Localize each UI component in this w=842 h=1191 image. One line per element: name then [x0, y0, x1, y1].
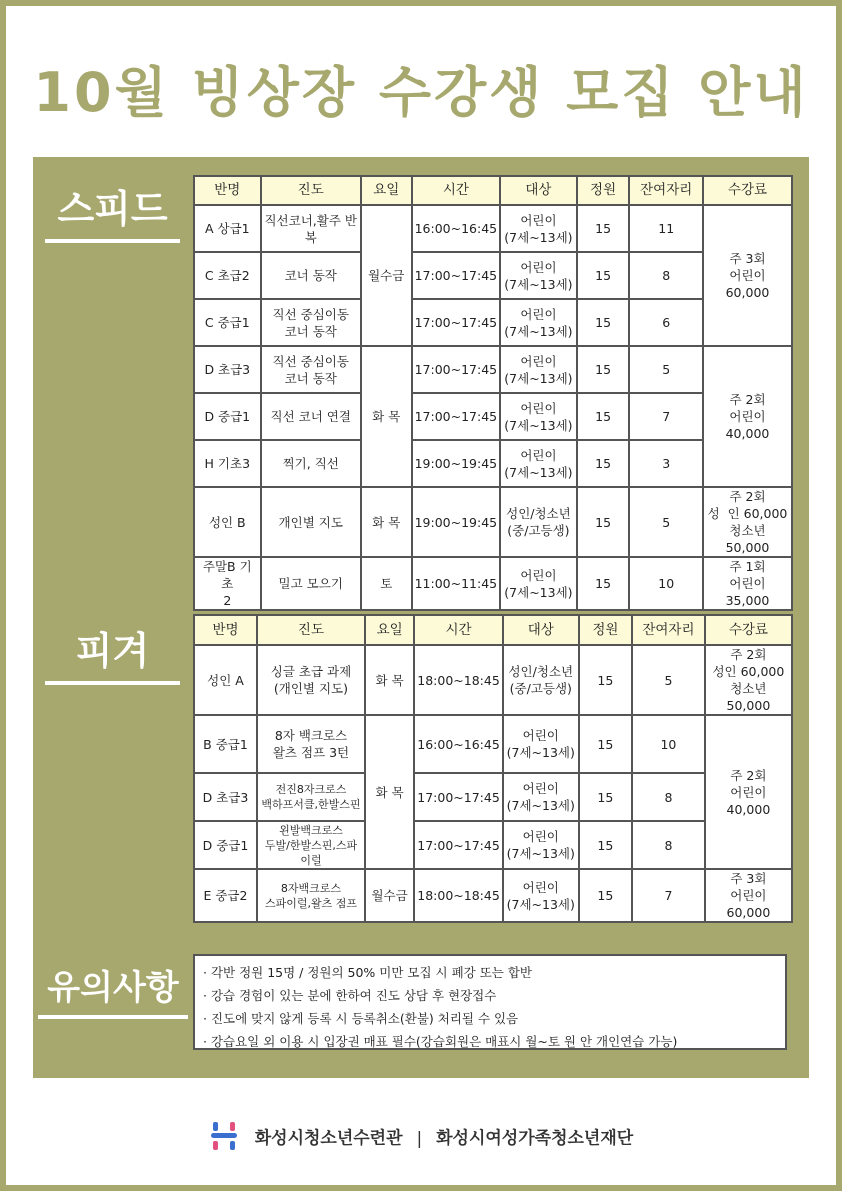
capacity-cell: 15	[577, 487, 630, 557]
target-cell: 어린이 (7세~13세)	[500, 252, 577, 299]
note-item: · 각반 정원 15명 / 정원의 50% 미만 모집 시 폐강 또는 합반	[203, 965, 532, 980]
section-label-notes	[38, 960, 188, 1019]
fee-cell: 주 2회 어린이 40,000	[705, 715, 792, 869]
day-cell: 화 목	[361, 346, 412, 487]
remaining-cell: 10	[632, 715, 705, 773]
class-name: A 상급1	[194, 205, 261, 252]
header-cell: 대상	[500, 176, 577, 205]
capacity-cell: 15	[577, 299, 630, 346]
table-row	[194, 821, 792, 869]
time-cell: 16:00~16:45	[414, 715, 503, 773]
class-name: D 초급3	[194, 346, 261, 393]
progress-cell: 개인별 지도	[261, 487, 361, 557]
progress-cell: 8자 백크로스 왈츠 점프 3턴	[257, 715, 365, 773]
header-cell: 시간	[414, 615, 503, 645]
progress-cell: 밀고 모으기	[261, 557, 361, 610]
figure-label-underline	[45, 681, 180, 685]
fee-cell: 주 1회 어린이 35,000	[703, 557, 792, 610]
class-name: 성인 A	[194, 645, 257, 715]
figure-table	[193, 614, 793, 923]
progress-cell: 직선 코너 연결	[261, 393, 361, 440]
table-row	[194, 487, 792, 557]
header-cell: 요일	[361, 176, 412, 205]
time-cell: 17:00~17:45	[412, 346, 501, 393]
day-cell: 토	[361, 557, 412, 610]
time-cell: 17:00~17:45	[414, 821, 503, 869]
table-row	[194, 557, 792, 610]
table-row	[194, 299, 792, 346]
table-row	[194, 773, 792, 821]
time-cell: 16:00~16:45	[412, 205, 501, 252]
capacity-cell: 15	[579, 869, 632, 922]
note-item: · 진도에 맞지 않게 등록 시 등록취소(환불) 처리될 수 있음	[203, 1011, 519, 1026]
time-cell: 19:00~19:45	[412, 440, 501, 487]
remaining-cell: 5	[629, 346, 703, 393]
class-name: C 중급1	[194, 299, 261, 346]
class-name: 성인 B	[194, 487, 261, 557]
remaining-cell: 6	[629, 299, 703, 346]
note-item: · 강습 경험이 있는 분에 한하여 진도 상담 후 현장접수	[203, 988, 497, 1003]
class-name: E 중급2	[194, 869, 257, 922]
figure-header-row	[194, 615, 792, 645]
class-name: D 중급1	[194, 393, 261, 440]
speed-table	[193, 175, 793, 611]
header-cell: 잔여자리	[629, 176, 703, 205]
section-label-speed	[45, 178, 180, 243]
progress-cell: 전진8자크로스 백하프서클,한발스핀	[257, 773, 365, 821]
time-cell: 17:00~17:45	[412, 299, 501, 346]
header-cell: 대상	[503, 615, 579, 645]
day-cell: 화 목	[365, 715, 414, 869]
fee-cell: 주 2회 성 인 60,000 청소년 50,000	[703, 487, 792, 557]
class-name: D 중급1	[194, 821, 257, 869]
target-cell: 어린이 (7세~13세)	[500, 440, 577, 487]
time-cell: 18:00~18:45	[414, 869, 503, 922]
notes-label-text: 유의사항	[47, 968, 179, 1008]
class-name: B 중급1	[194, 715, 257, 773]
table-row	[194, 645, 792, 715]
remaining-cell: 3	[629, 440, 703, 487]
day-cell: 화 목	[361, 487, 412, 557]
capacity-cell: 15	[577, 252, 630, 299]
class-name: H 기초3	[194, 440, 261, 487]
remaining-cell: 7	[629, 393, 703, 440]
speed-label-text: 스피드	[57, 187, 168, 231]
target-cell: 어린이 (7세~13세)	[503, 715, 579, 773]
remaining-cell: 8	[632, 773, 705, 821]
progress-cell: 왼발백크로스 두발/한발스핀,스파이럴	[257, 821, 365, 869]
capacity-cell: 15	[579, 715, 632, 773]
capacity-cell: 15	[577, 557, 630, 610]
fee-cell: 주 3회 어린이 60,000	[703, 205, 792, 346]
target-cell: 어린이 (7세~13세)	[503, 869, 579, 922]
figure-label-text: 피겨	[75, 629, 150, 673]
class-name: 주말B 기초 2	[194, 557, 261, 610]
header-cell: 반명	[194, 615, 257, 645]
time-cell: 17:00~17:45	[412, 393, 501, 440]
footer	[0, 1120, 842, 1157]
time-cell: 17:00~17:45	[414, 773, 503, 821]
remaining-cell: 11	[629, 205, 703, 252]
header-cell: 정원	[577, 176, 630, 205]
day-cell: 월수금	[365, 869, 414, 922]
notes-box	[193, 954, 787, 1050]
progress-cell: 직선 중심이동 코너 동작	[261, 346, 361, 393]
fee-cell: 주 3회 어린이 60,000	[705, 869, 792, 922]
organization-logo-icon	[209, 1120, 239, 1157]
progress-cell: 직선 중심이동 코너 동작	[261, 299, 361, 346]
capacity-cell: 15	[579, 645, 632, 715]
remaining-cell: 10	[629, 557, 703, 610]
target-cell: 어린이 (7세~13세)	[500, 557, 577, 610]
target-cell: 어린이 (7세~13세)	[500, 205, 577, 252]
capacity-cell: 15	[577, 205, 630, 252]
fee-cell: 주 2회 성인 60,000 청소년 50,000	[705, 645, 792, 715]
progress-cell: 싱글 초급 과제 (개인별 지도)	[257, 645, 365, 715]
class-name: C 초급2	[194, 252, 261, 299]
table-row	[194, 440, 792, 487]
target-cell: 어린이 (7세~13세)	[500, 393, 577, 440]
table-row	[194, 715, 792, 773]
progress-cell: 코너 동작	[261, 252, 361, 299]
footer-separator: |	[416, 1128, 423, 1149]
progress-cell: 8자백크로스 스파이럴,왈츠 점프	[257, 869, 365, 922]
remaining-cell: 5	[629, 487, 703, 557]
header-cell: 시간	[412, 176, 501, 205]
footer-org2: 화성시여성가족청소년재단	[436, 1128, 634, 1149]
header-cell: 반명	[194, 176, 261, 205]
remaining-cell: 5	[632, 645, 705, 715]
footer-org1: 화성시청소년수련관	[254, 1128, 403, 1149]
time-cell: 17:00~17:45	[412, 252, 501, 299]
fee-cell: 주 2회 어린이 40,000	[703, 346, 792, 487]
progress-cell: 찍기, 직선	[261, 440, 361, 487]
day-cell: 월수금	[361, 205, 412, 346]
remaining-cell: 7	[632, 869, 705, 922]
header-cell: 진도	[261, 176, 361, 205]
capacity-cell: 15	[577, 440, 630, 487]
page-title: 10월 빙상장 수강생 모집 안내	[33, 61, 809, 124]
target-cell: 어린이 (7세~13세)	[500, 346, 577, 393]
header-cell: 정원	[579, 615, 632, 645]
capacity-cell: 15	[579, 773, 632, 821]
header-cell: 수강료	[703, 176, 792, 205]
table-row	[194, 869, 792, 922]
remaining-cell: 8	[632, 821, 705, 869]
header-cell: 수강료	[705, 615, 792, 645]
remaining-cell: 8	[629, 252, 703, 299]
target-cell: 어린이 (7세~13세)	[503, 821, 579, 869]
header-cell: 진도	[257, 615, 365, 645]
target-cell: 성인/청소년 (중/고등생)	[503, 645, 579, 715]
target-cell: 성인/청소년 (중/고등생)	[500, 487, 577, 557]
header-cell: 요일	[365, 615, 414, 645]
time-cell: 19:00~19:45	[412, 487, 501, 557]
target-cell: 어린이 (7세~13세)	[503, 773, 579, 821]
note-item: · 강습요일 외 이용 시 입장권 매표 필수(강습회원은 매표시 월~토 원 안 개인연습 가능)	[203, 1034, 678, 1049]
capacity-cell: 15	[577, 346, 630, 393]
table-row	[194, 393, 792, 440]
notes-label-underline	[38, 1015, 188, 1019]
table-row	[194, 205, 792, 252]
time-cell: 18:00~18:45	[414, 645, 503, 715]
progress-cell: 직선코너,활주 반 복	[261, 205, 361, 252]
header-cell: 잔여자리	[632, 615, 705, 645]
capacity-cell: 15	[579, 821, 632, 869]
day-cell: 화 목	[365, 645, 414, 715]
table-row	[194, 252, 792, 299]
section-label-figure	[45, 620, 180, 685]
speed-header-row	[194, 176, 792, 205]
target-cell: 어린이 (7세~13세)	[500, 299, 577, 346]
capacity-cell: 15	[577, 393, 630, 440]
time-cell: 11:00~11:45	[412, 557, 501, 610]
class-name: D 초급3	[194, 773, 257, 821]
speed-label-underline	[45, 239, 180, 243]
table-row	[194, 346, 792, 393]
